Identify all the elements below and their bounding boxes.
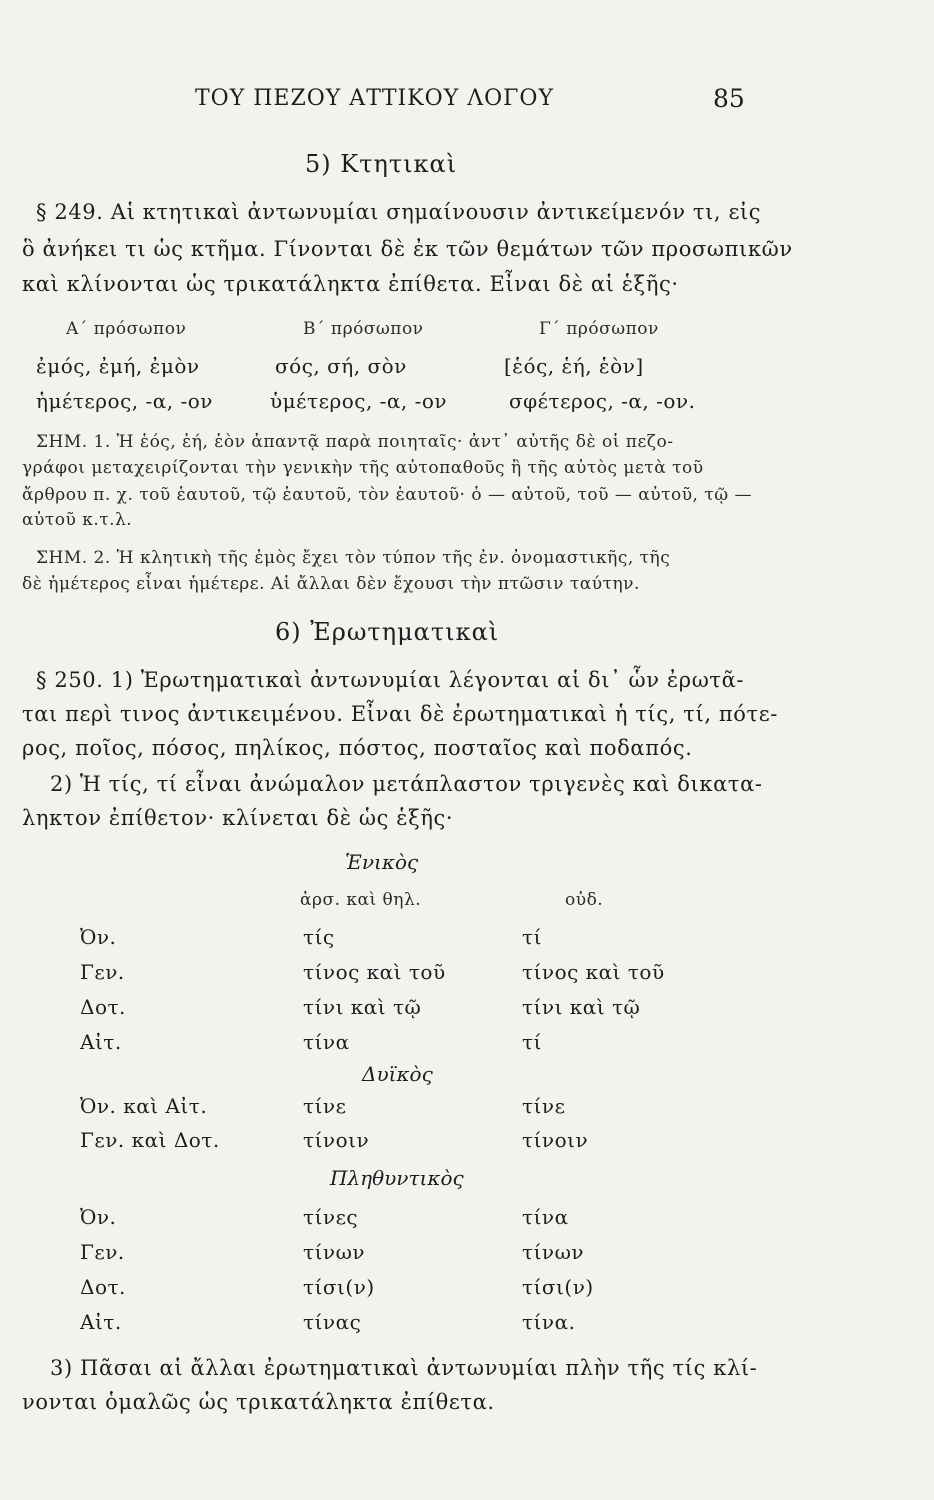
- note-line: δὲ ἡμέτερος εἶναι ἡμέτερε. Αἱ ἄλλαι δὲν ἔχουσι τὴν πτῶσιν ταύτην.: [22, 574, 640, 594]
- note-line: ἄρθρου π. χ. τοῦ ἑαυτοῦ, τῷ ἑαυτοῦ, τὸν ἑαυτοῦ· ὁ — αὐτοῦ, τοῦ — αὐτοῦ, τῷ —: [22, 485, 753, 505]
- declension-form: τί: [522, 925, 542, 949]
- declension-form: τίνων: [303, 1240, 366, 1264]
- number-heading-plural: Πληθυντικὸς: [330, 1166, 464, 1190]
- possessive-form: [ἑός, ἑή, ἑὸν]: [504, 354, 644, 378]
- declension-form: τίνων: [522, 1240, 585, 1264]
- section-6-title: 6) Ἐρωτηματικαὶ: [275, 618, 500, 646]
- number-heading-dual: Δυϊκὸς: [362, 1062, 433, 1086]
- person-header-1: Α΄ πρόσωπον: [66, 319, 187, 339]
- declension-form: τίνα.: [522, 1310, 576, 1334]
- case-label: Γεν. καὶ Δοτ.: [80, 1128, 220, 1152]
- case-label: Γεν.: [80, 960, 125, 984]
- declension-form: τίνι καὶ τῷ: [522, 995, 641, 1019]
- case-label: Δοτ.: [80, 1275, 126, 1299]
- gender-header: ἀρσ. καὶ θηλ.: [300, 890, 422, 910]
- declension-form: τίνι καὶ τῷ: [303, 995, 422, 1019]
- declension-form: τίσι(ν): [303, 1275, 375, 1299]
- possessive-form: σός, σή, σὸν: [275, 354, 407, 378]
- case-label: Ὀν.: [80, 1205, 117, 1229]
- declension-form: τίνας: [303, 1310, 362, 1334]
- running-head: ΤΟΥ ΠΕΖΟΥ ΑΤΤΙΚΟΥ ΛΟΓΟΥ: [195, 86, 554, 111]
- declension-form: τίνος καὶ τοῦ: [522, 960, 665, 984]
- page-number: 85: [713, 84, 745, 113]
- case-label: Δοτ.: [80, 995, 126, 1019]
- case-label: Ὀν. καὶ Αἰτ.: [80, 1094, 208, 1118]
- paragraph-line: καὶ κλίνονται ὡς τρικατάληκτα ἐπίθετα. Εἶναι δὲ αἱ ἑξῆς·: [22, 272, 679, 296]
- declension-form: τίνοιν: [522, 1128, 589, 1152]
- declension-form: τίνα: [303, 1030, 350, 1054]
- note-line: γράφοι μεταχειρίζονται τὴν γενικὴν τῆς αὐτοπαθοῦς ἢ τῆς αὐτὸς μετὰ τοῦ: [22, 458, 704, 478]
- section-5-title: 5) Κτητικαὶ: [305, 150, 458, 178]
- note-line: αὐτοῦ κ.τ.λ.: [22, 510, 133, 530]
- case-label: Γεν.: [80, 1240, 125, 1264]
- declension-form: τίνες: [303, 1205, 359, 1229]
- case-label: Ὀν.: [80, 925, 117, 949]
- paragraph-line: νονται ὁμαλῶς ὡς τρικατάληκτα ἐπίθετα.: [22, 1390, 495, 1414]
- gender-header: οὐδ.: [565, 890, 604, 910]
- possessive-form: ἡμέτερος, -α, -ον: [36, 389, 213, 413]
- paragraph-line: 3) Πᾶσαι αἱ ἄλλαι ἐρωτηματικαὶ ἀντωνυμίαι πλὴν τῆς τίς κλί-: [50, 1356, 758, 1380]
- case-label: Αἰτ.: [80, 1310, 122, 1334]
- possessive-form: ὑμέτερος, -α, -ον: [270, 389, 448, 413]
- declension-form: τίνος καὶ τοῦ: [303, 960, 446, 984]
- paragraph-line: ληκτον ἐπίθετον· κλίνεται δὲ ὡς ἑξῆς·: [22, 806, 454, 830]
- paragraph-line: 2) Ἡ τίς, τί εἶναι ἀνώμαλον μετάπλαστον τριγενὲς καὶ δικατα-: [50, 772, 763, 796]
- case-label: Αἰτ.: [80, 1030, 122, 1054]
- declension-form: τίς: [303, 925, 335, 949]
- note-line: ΣΗΜ. 2. Ἡ κλητικὴ τῆς ἐμὸς ἔχει τὸν τύπον τῆς ἐν. ὀνομαστικῆς, τῆς: [36, 548, 671, 568]
- paragraph-line: ὃ ἀνήκει τι ὡς κτῆμα. Γίνονται δὲ ἐκ τῶν θεμάτων τῶν προσωπικῶν: [22, 237, 793, 261]
- possessive-form: σφέτερος, -α, -ον.: [509, 389, 696, 413]
- person-header-3: Γ΄ πρόσωπον: [539, 319, 659, 339]
- declension-form: τί: [522, 1030, 542, 1054]
- declension-form: τίνοιν: [303, 1128, 370, 1152]
- declension-form: τίνε: [522, 1094, 566, 1118]
- possessive-form: ἐμός, ἐμή, ἐμὸν: [36, 354, 200, 378]
- declension-form: τίσι(ν): [522, 1275, 594, 1299]
- paragraph-line: ται περὶ τινος ἀντικειμένου. Εἶναι δὲ ἐρωτηματικαὶ ἡ τίς, τί, πότε-: [22, 702, 778, 726]
- note-line: ΣΗΜ. 1. Ἡ ἑός, ἑή, ἑὸν ἀπαντᾷ παρὰ ποιηταῖς· ἀντ᾽ αὐτῆς δὲ οἱ πεζο-: [36, 432, 674, 452]
- paragraph-line: § 250. 1) Ἐρωτηματικαὶ ἀντωνυμίαι λέγονται αἱ δι᾽ ὧν ἐρωτᾶ-: [36, 668, 745, 692]
- person-header-2: Β΄ πρόσωπον: [303, 319, 424, 339]
- declension-form: τίνε: [303, 1094, 347, 1118]
- number-heading-singular: Ἑνικὸς: [345, 850, 419, 874]
- paragraph-line: ρος, ποῖος, πόσος, πηλίκος, πόστος, ποσταῖος καὶ ποδαπός.: [22, 736, 693, 760]
- paragraph-line: § 249. Αἱ κτητικαὶ ἀντωνυμίαι σημαίνουσιν ἀντικείμενόν τι, εἰς: [36, 200, 762, 224]
- declension-form: τίνα: [522, 1205, 569, 1229]
